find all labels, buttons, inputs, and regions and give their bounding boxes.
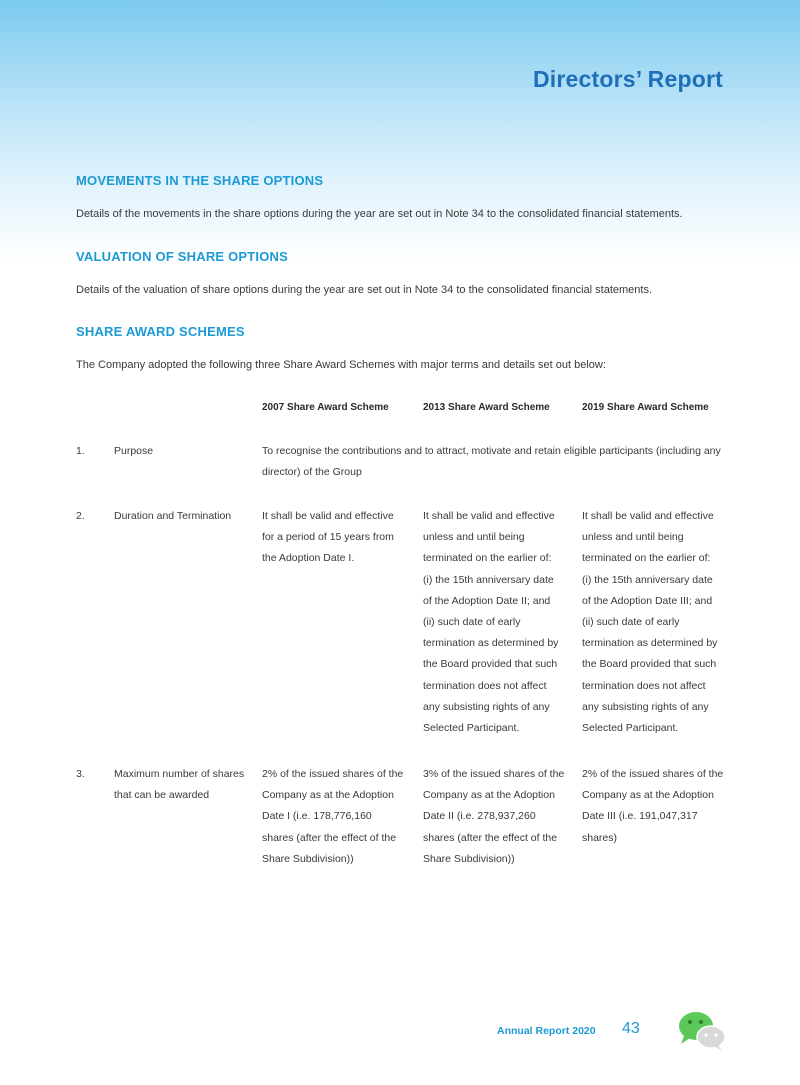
cell-2019-line: terminated on the earlier of:	[582, 552, 711, 565]
cell-2013-line: shares (after the effect of the	[423, 831, 558, 844]
cell-2007-line: the Adoption Date I.	[262, 552, 355, 565]
cell-2007-line: 2% of the issued shares of the	[262, 768, 404, 780]
wechat-logo-icon	[676, 1010, 728, 1052]
cell-2019-line: Company as at the Adoption	[582, 789, 714, 802]
cell-2019-line: shares)	[582, 831, 618, 844]
cell-2019-line: 2% of the issued shares of the	[582, 768, 724, 780]
cell-2013	[423, 764, 564, 870]
merged-cell	[262, 441, 721, 483]
merged-cell-line: To recognise the contributions and to attract, motivate and retain eligible participants (including any	[262, 445, 721, 457]
cell-2007-line: It shall be valid and effective	[262, 510, 394, 522]
cell-2013-line: Selected Participant.	[423, 722, 520, 735]
row-number: 2.	[76, 510, 85, 522]
row-number: 1.	[76, 445, 85, 457]
paragraph-movements: Details of the movements in the share options during the year are set out in Note 34 to the consolidated financial statements.	[76, 208, 683, 220]
cell-2019-line: (i) the 15th anniversary date	[582, 573, 713, 586]
cell-2019-line: the Board provided that such	[582, 658, 717, 671]
heading-share-award: SHARE AWARD SCHEMES	[76, 324, 245, 339]
paragraph-share-award: The Company adopted the following three Share Award Schemes with major terms and details set out below:	[76, 359, 606, 371]
cell-2007-line: Date I (i.e. 178,776,160	[262, 810, 372, 823]
merged-cell-line: director) of the Group	[262, 466, 362, 479]
cell-2007	[262, 764, 403, 870]
row-label-line: Duration and Termination	[114, 510, 232, 522]
cell-2019-line: (ii) such date of early	[582, 616, 680, 629]
cell-2013-line: Company as at the Adoption	[423, 789, 555, 802]
cell-2019-line: It shall be valid and effective	[582, 510, 714, 522]
cell-2007-line: shares (after the effect of the	[262, 831, 397, 844]
row-label	[114, 441, 153, 462]
cell-2013-line: termination as determined by	[423, 637, 559, 650]
cell-2013-line: (ii) such date of early	[423, 616, 521, 629]
cell-2013-line: termination does not affect	[423, 679, 547, 692]
cell-2013-line: Date II (i.e. 278,937,260	[423, 810, 536, 823]
column-header-2007: 2007 Share Award Scheme	[262, 402, 389, 413]
cell-2013-line: unless and until being	[423, 531, 525, 544]
page-title: Directors’ Report	[532, 66, 723, 92]
cell-2013-line: It shall be valid and effective	[423, 510, 555, 522]
footer-report-label: Annual Report 2020	[497, 1025, 596, 1037]
cell-2007	[262, 506, 394, 570]
row-label-line: Maximum number of shares	[114, 768, 245, 780]
cell-2019-line: of the Adoption Date III; and	[582, 594, 713, 607]
row-label	[114, 764, 244, 806]
header-background	[0, 0, 800, 260]
page-number: 43	[622, 1020, 640, 1037]
column-header-2019: 2019 Share Award Scheme	[582, 402, 709, 413]
cell-2007-line: Share Subdivision))	[262, 852, 354, 865]
cell-2013-line: 3% of the issued shares of the	[423, 768, 565, 780]
cell-2013-line: terminated on the earlier of:	[423, 552, 552, 565]
paragraph-valuation: Details of the valuation of share options during the year are set out in Note 34 to the consolidated financial statements.	[76, 284, 653, 296]
cell-2019	[582, 764, 723, 849]
cell-2019-line: unless and until being	[582, 531, 684, 544]
row-label	[114, 506, 231, 527]
column-header-2013: 2013 Share Award Scheme	[423, 402, 550, 413]
cell-2007-line: Company as at the Adoption	[262, 789, 394, 802]
row-label-line: that can be awarded	[114, 789, 210, 802]
cell-2019	[582, 506, 717, 739]
cell-2019-line: Selected Participant.	[582, 722, 679, 735]
heading-valuation: VALUATION OF SHARE OPTIONS	[76, 249, 289, 264]
cell-2013-line: (i) the 15th anniversary date	[423, 573, 554, 586]
cell-2013-line: any subsisting rights of any	[423, 700, 550, 713]
cell-2019-line: any subsisting rights of any	[582, 700, 709, 713]
row-number: 3.	[76, 768, 85, 780]
cell-2019-line: termination as determined by	[582, 637, 718, 650]
heading-movements: MOVEMENTS IN THE SHARE OPTIONS	[76, 173, 324, 188]
cell-2007-line: for a period of 15 years from	[262, 531, 394, 544]
cell-2013-line: Share Subdivision))	[423, 852, 515, 865]
cell-2013-line: the Board provided that such	[423, 658, 558, 671]
cell-2019-line: Date III (i.e. 191,047,317	[582, 810, 698, 823]
cell-2013-line: of the Adoption Date II; and	[423, 594, 551, 607]
row-label-line: Purpose	[114, 445, 154, 457]
cell-2013	[423, 506, 558, 739]
cell-2019-line: termination does not affect	[582, 679, 706, 692]
